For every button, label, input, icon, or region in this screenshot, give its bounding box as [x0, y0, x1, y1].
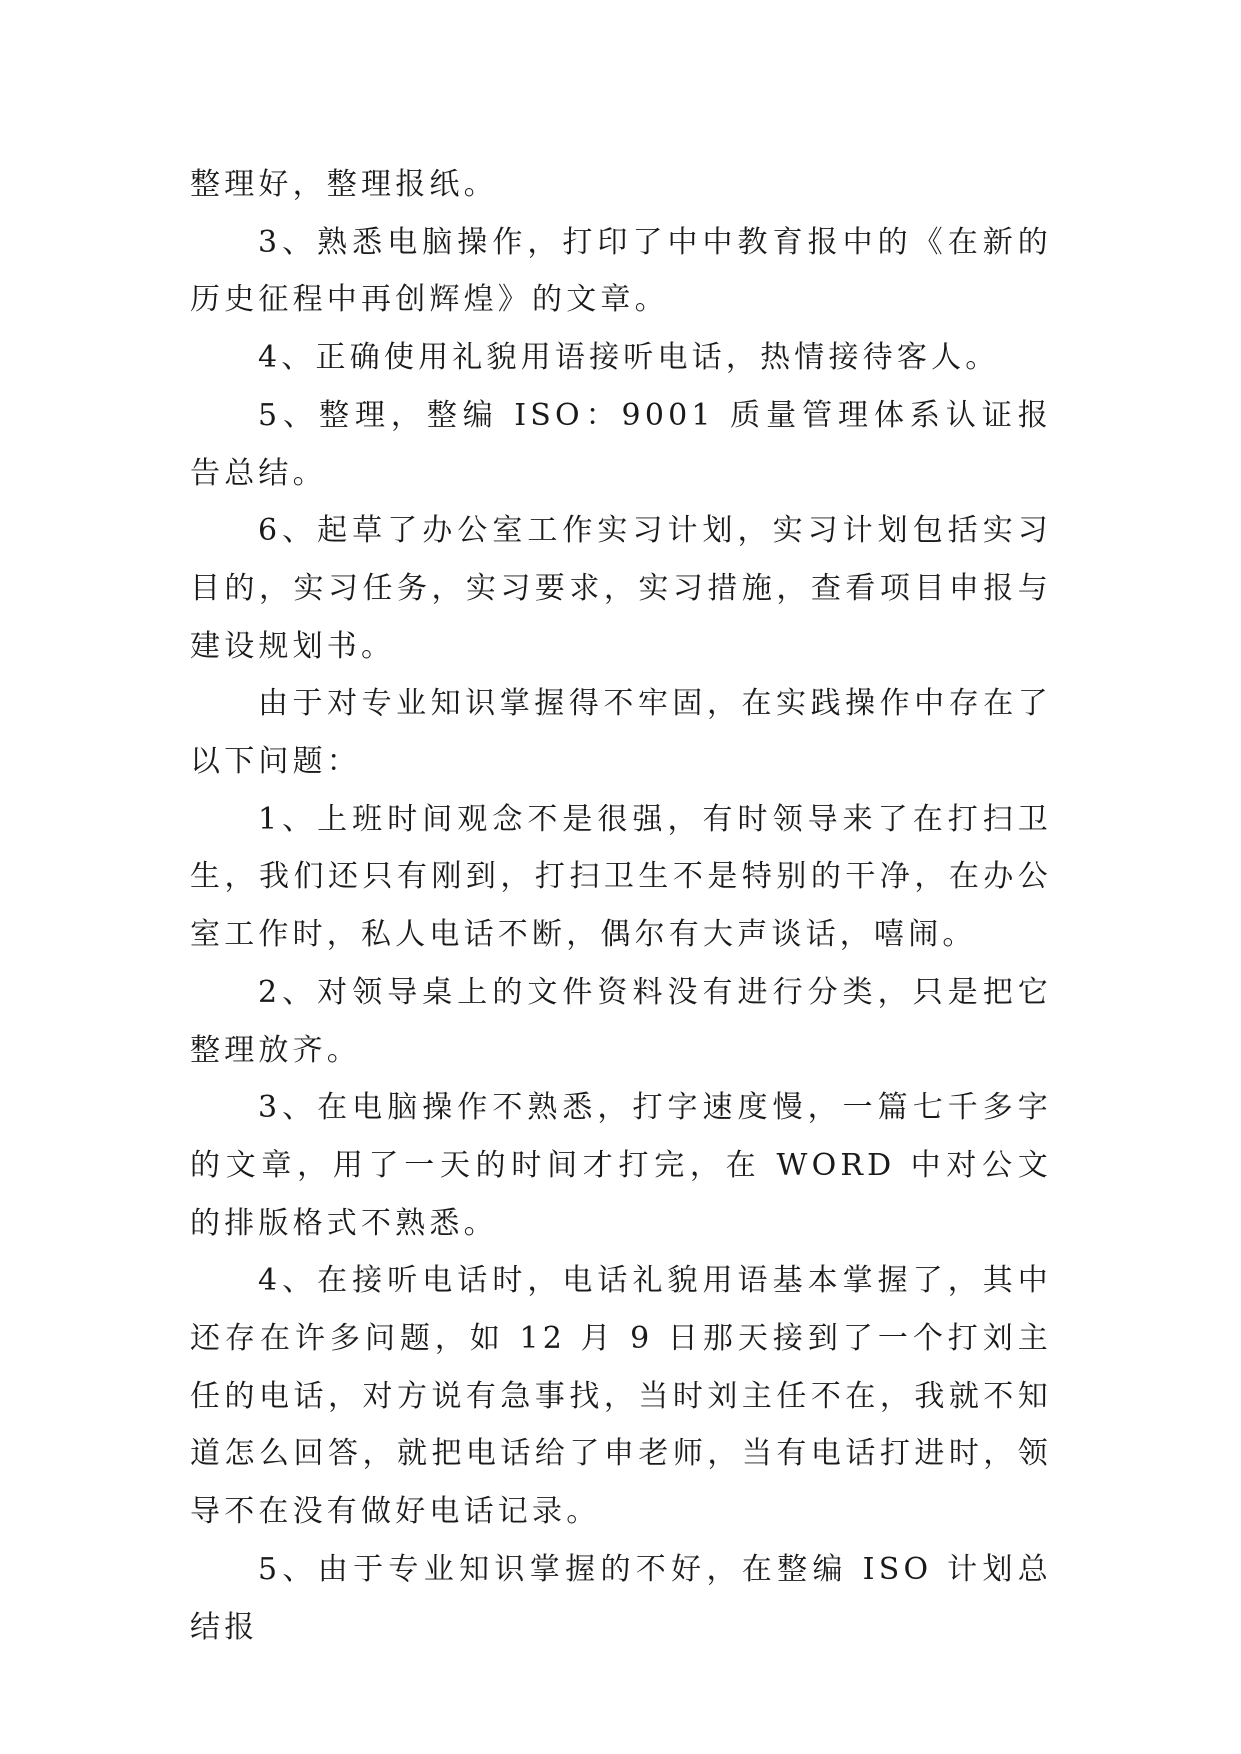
paragraph-2: 3、熟悉电脑操作，打印了中中教育报中的《在新的历史征程中再创辉煌》的文章。	[190, 224, 1052, 318]
document-body	[190, 156, 1052, 1656]
paragraph-4: 5、整理，整编 ISO：9001 质量管理体系认证报告总结。	[190, 397, 1052, 491]
paragraph-6: 由于对专业知识掌握得不牢固，在实践操作中存在了以下问题：	[190, 686, 1052, 780]
paragraph-8: 2、对领导桌上的文件资料没有进行分类，只是把它整理放齐。	[190, 974, 1052, 1068]
paragraph-10: 4、在接听电话时，电话礼貌用语基本掌握了，其中还存在许多问题，如 12 月 9 日那天接到了一个打刘主任的电话，对方说有急事找，当时刘主任不在，我就不知道怎么回答，就把电话给了申老师，当有电话打进时，领导不在没有做好电话记录。	[190, 1263, 1052, 1530]
paragraph-7: 1、上班时间观念不是很强，有时领导来了在打扫卫生，我们还只有刚到，打扫卫生不是特别的干净，在办公室工作时，私人电话不断，偶尔有大声谈话，嘻闹。	[190, 801, 1052, 953]
paragraph-5: 6、起草了办公室工作实习计划，实习计划包括实习目的，实习任务，实习要求，实习措施，查看项目申报与建设规划书。	[190, 513, 1052, 664]
paragraph-9: 3、在电脑操作不熟悉，打字速度慢，一篇七千多字的文章，用了一天的时间才打完，在 WORD 中对公文的排版格式不熟悉。	[190, 1090, 1052, 1241]
paragraph-1: 整理好，整理报纸。	[190, 167, 498, 202]
paragraph-3: 4、正确使用礼貌用语接听电话，热情接待客人。	[258, 340, 1000, 376]
paragraph-11: 5、由于专业知识掌握的不好，在整编 ISO 计划总结报	[190, 1551, 1052, 1645]
